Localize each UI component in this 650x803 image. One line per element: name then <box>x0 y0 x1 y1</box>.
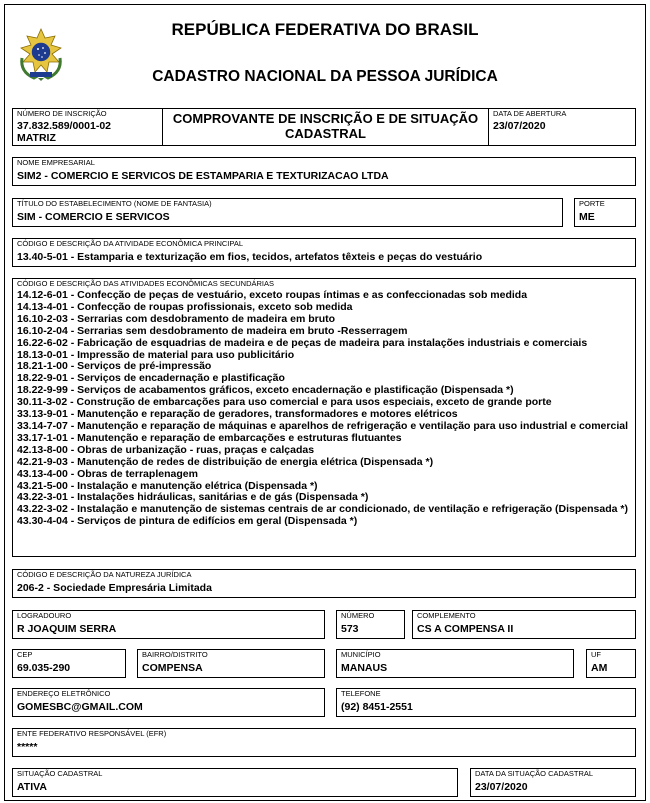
efr-box <box>12 728 636 757</box>
municipio-value: MANAUS <box>341 662 388 674</box>
nome-empresarial-box <box>12 157 636 186</box>
list-item: 18.21-1-00 - Serviços de pré-impressão <box>17 360 212 373</box>
porte-label: PORTE <box>579 199 605 208</box>
natureza-juridica-box <box>12 569 636 598</box>
list-item: 43.30-4-04 - Serviços de pintura de edifícios em geral (Dispensada *) <box>17 515 358 528</box>
municipio-label: MUNICÍPIO <box>341 650 381 659</box>
list-item: 16.10-2-04 - Serrarias sem desdobramento de madeira em bruto -Resserragem <box>17 324 408 337</box>
logradouro-box <box>12 610 325 639</box>
list-item: 16.22-6-02 - Fabricação de esquadrias de madeira e de peças de madeira para instalações industriais e comerciais <box>17 336 588 349</box>
email-box <box>12 688 325 717</box>
inscricao-label: NÚMERO DE INSCRIÇÃO <box>17 109 107 118</box>
complemento-value: CS A COMPENSA II <box>417 623 514 635</box>
numero-box <box>336 610 405 639</box>
list-item: 43.13-4-00 - Obras de terraplenagem <box>17 467 198 480</box>
list-item: 42.13-8-00 - Obras de urbanização - ruas, praças e calçadas <box>17 443 315 456</box>
bairro-label: BAIRRO/DISTRITO <box>142 650 208 659</box>
situacao-label: SITUAÇÃO CADASTRAL <box>17 769 103 778</box>
abertura-box <box>488 108 636 146</box>
list-item: 43.21-5-00 - Instalação e manutenção elétrica (Dispensada *) <box>17 479 318 492</box>
list-item: 30.11-3-02 - Construção de embarcações para uso comercial e para usos especiais, exceto de grande porte <box>17 396 552 409</box>
nome-empresarial-label: NOME EMPRESARIAL <box>17 158 95 167</box>
atividades-secundarias-box <box>12 278 636 557</box>
situacao-value: ATIVA <box>17 781 47 793</box>
list-item: 33.14-7-07 - Manutenção e reparação de máquinas e aparelhos de refrigeração e ventilação para uso industrial e comercial <box>17 419 628 432</box>
abertura-value: 23/07/2020 <box>493 120 546 132</box>
situacao-box <box>12 768 458 797</box>
document-title-line1: COMPROVANTE DE INSCRIÇÃO E DE SITUAÇÃO <box>172 111 479 126</box>
telefone-value: (92) 8451-2551 <box>341 701 413 713</box>
porte-value: ME <box>579 211 595 223</box>
fantasia-box <box>12 198 563 227</box>
numero-label: NÚMERO <box>341 611 375 620</box>
telefone-label: TELEFONE <box>341 689 381 698</box>
uf-box <box>586 649 636 678</box>
abertura-label: DATA DE ABERTURA <box>493 109 567 118</box>
data-situacao-box <box>470 768 636 797</box>
list-item: 14.13-4-01 - Confecção de roupas profissionais, exceto sob medida <box>17 300 353 313</box>
uf-value: AM <box>591 662 608 674</box>
efr-value: ***** <box>17 741 38 753</box>
cep-box <box>12 649 126 678</box>
registry-title: CADASTRO NACIONAL DA PESSOA JURÍDICA <box>152 68 498 85</box>
uf-label: UF <box>591 650 601 659</box>
email-value: GOMESBC@GMAIL.COM <box>17 701 143 713</box>
natureza-juridica-value: 206-2 - Sociedade Empresária Limitada <box>17 582 212 594</box>
list-item: 42.21-9-03 - Manutenção de redes de distribuição de energia elétrica (Dispensada *) <box>17 455 434 468</box>
atividade-principal-value: 13.40-5-01 - Estamparia e texturização em fios, tecidos, artefatos têxteis e peças do vestuário <box>17 251 483 263</box>
logradouro-label: LOGRADOURO <box>17 611 72 620</box>
complemento-box <box>412 610 636 639</box>
logradouro-value: R JOAQUIM SERRA <box>17 623 117 635</box>
porte-box <box>574 198 636 227</box>
inscricao-box <box>12 108 163 146</box>
cep-value: 69.035-290 <box>17 662 71 674</box>
email-label: ENDEREÇO ELETRÔNICO <box>17 689 111 698</box>
data-situacao-label: DATA DA SITUAÇÃO CADASTRAL <box>475 769 594 778</box>
bairro-box <box>137 649 325 678</box>
document-title-box <box>162 108 489 146</box>
complemento-label: COMPLEMENTO <box>417 611 476 620</box>
cep-label: CEP <box>17 650 33 659</box>
bairro-value: COMPENSA <box>142 662 203 674</box>
efr-label: ENTE FEDERATIVO RESPONSÁVEL (EFR) <box>17 729 167 738</box>
fantasia-label: TÍTULO DO ESTABELECIMENTO (NOME DE FANTASIA) <box>17 199 212 208</box>
municipio-box <box>336 649 574 678</box>
document-title-line2: CADASTRAL <box>285 126 366 141</box>
numero-value: 573 <box>341 623 359 635</box>
list-item: 18.22-9-01 - Serviços de encadernação e plastificação <box>17 372 285 385</box>
list-item: 16.10-2-03 - Serrarias com desdobramento de madeira em bruto <box>17 312 336 325</box>
atividade-principal-box <box>12 238 636 267</box>
inscricao-type: MATRIZ <box>17 132 56 144</box>
inscricao-number: 37.832.589/0001-02 <box>17 120 112 132</box>
fantasia-value: SIM - COMERCIO E SERVICOS <box>17 211 170 223</box>
list-item: 33.17-1-01 - Manutenção e reparação de embarcações e estruturas flutuantes <box>17 431 402 444</box>
atividades-secundarias-label: CÓDIGO E DESCRIÇÃO DAS ATIVIDADES ECONÔMICAS SECUNDÁRIAS <box>17 279 274 288</box>
list-item: 33.13-9-01 - Manutenção e reparação de geradores, transformadores e motores elétricos <box>17 408 458 421</box>
list-item: 14.12-6-01 - Confecção de peças de vestuário, exceto roupas íntimas e as confeccionadas sob medida <box>17 289 528 301</box>
list-item: 43.22-3-01 - Instalações hidráulicas, sanitárias e de gás (Dispensada *) <box>17 491 369 504</box>
natureza-juridica-label: CÓDIGO E DESCRIÇÃO DA NATUREZA JURÍDICA <box>17 570 192 579</box>
nome-empresarial-value: SIM2 - COMERCIO E SERVICOS DE ESTAMPARIA E TEXTURIZACAO LTDA <box>17 170 389 182</box>
atividades-secundarias-list <box>17 290 631 528</box>
telefone-box <box>336 688 636 717</box>
list-item: 43.22-3-02 - Instalação e manutenção de sistemas centrais de ar condicionado, de ventilação e refrigeração (Dispensada *) <box>17 503 628 516</box>
list-item: 18.13-0-01 - Impressão de material para uso publicitário <box>17 348 295 361</box>
data-situacao-value: 23/07/2020 <box>475 781 528 793</box>
list-item: 18.22-9-99 - Serviços de acabamentos gráficos, exceto encadernação e plastificação (Dispensada *) <box>17 384 514 397</box>
atividade-principal-label: CÓDIGO E DESCRIÇÃO DA ATIVIDADE ECONÔMICA PRINCIPAL <box>17 239 244 248</box>
country-title: REPÚBLICA FEDERATIVA DO BRASIL <box>171 20 479 39</box>
